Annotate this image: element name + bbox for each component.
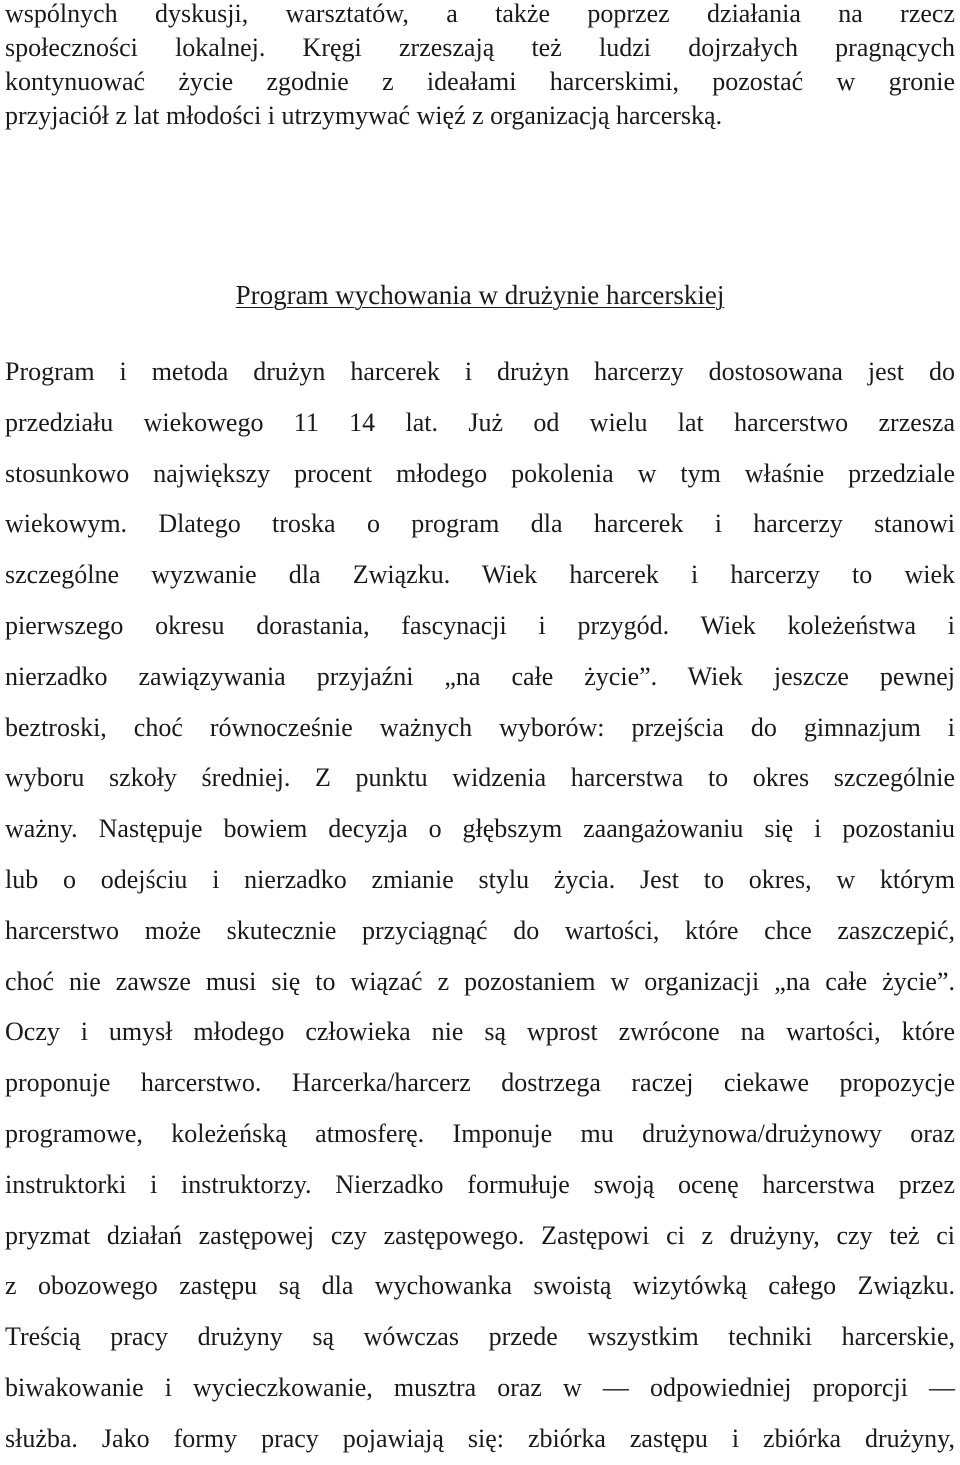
text-line: instruktorki i instruktorzy. Nierzadko formułuje swoją ocenę harcerstwa przez	[5, 1169, 955, 1199]
text-line: przedziału wiekowego 11 14 lat. Już od wielu lat harcerstwo zrzesza	[5, 407, 955, 437]
text-line: szczególne wyzwanie dla Związku. Wiek harcerek i harcerzy to wiek	[5, 560, 955, 590]
text-line: stosunkowo największy procent młodego pokolenia w tym właśnie przedziale	[5, 458, 955, 488]
text-line: Program i metoda drużyn harcerek i drużyn harcerzy dostosowana jest do	[5, 357, 955, 386]
text-line: Treścią pracy drużyny są wówczas przede wszystkim techniki harcerskie,	[5, 1322, 955, 1352]
text-line: lub o odejściu i nierzadko zmianie stylu życia. Jest to okres, w którym	[5, 864, 955, 894]
text-line: ważny. Następuje bowiem decyzja o głębszym zaangażowaniu się i pozostaniu	[5, 814, 955, 844]
intro-paragraph	[5, 0, 955, 133]
text-line: Oczy i umysł młodego człowieka nie są wprost zwrócone na wartości, które	[5, 1017, 955, 1047]
text-line: choć nie zawsze musi się to wiązać z pozostaniem w organizacji „na całe życie”.	[5, 966, 955, 996]
section-heading	[5, 278, 955, 312]
text-line: z obozowego zastępu są dla wychowanka swoistą wizytówką całego Związku.	[5, 1271, 955, 1301]
section-heading-text: Program wychowania w drużynie harcerskiej	[235, 280, 725, 310]
text-line: pryzmat działań zastępowej czy zastępowego. Zastępowi ci z drużyny, czy też ci	[5, 1220, 955, 1250]
text-line: wyboru szkoły średniej. Z punktu widzenia harcerstwa to okres szczególnie	[5, 763, 955, 793]
text-line: służba. Jako formy pracy pojawiają się: zbiórka zastępu i zbiórka drużyny,	[5, 1423, 955, 1453]
text-line: wspólnych dyskusji, warsztatów, a także poprzez działania na rzecz	[5, 0, 955, 28]
text-line: harcerstwo może skutecznie przyciągnąć do wartości, które chce zaszczepić,	[5, 915, 955, 945]
section-paragraph	[5, 347, 955, 1465]
text-line: pierwszego okresu dorastania, fascynacji i przygód. Wiek koleżeństwa i	[5, 610, 955, 640]
text-line: programowe, koleżeńską atmosferę. Imponuje mu drużynowa/drużynowy oraz	[5, 1118, 955, 1148]
text-line: kontynuować życie zgodnie z ideałami harcerskimi, pozostać w gronie	[5, 67, 955, 96]
text-line: społeczności lokalnej. Kręgi zrzeszają też ludzi dojrzałych pragnących	[5, 33, 955, 62]
text-line: nierzadko zawiązywania przyjaźni „na całe życie”. Wiek jeszcze pewnej	[5, 661, 955, 691]
text-line: przyjaciół z lat młodości i utrzymywać więź z organizacją harcerską.	[5, 101, 723, 130]
text-line: wiekowym. Dlatego troska o program dla harcerek i harcerzy stanowi	[5, 509, 955, 539]
text-line: biwakowanie i wycieczkowanie, musztra oraz w — odpowiedniej proporcji —	[5, 1372, 955, 1402]
text-line: proponuje harcerstwo. Harcerka/harcerz dostrzega raczej ciekawe propozycje	[5, 1068, 955, 1098]
text-line: beztroski, choć równocześnie ważnych wyborów: przejścia do gimnazjum i	[5, 712, 955, 742]
